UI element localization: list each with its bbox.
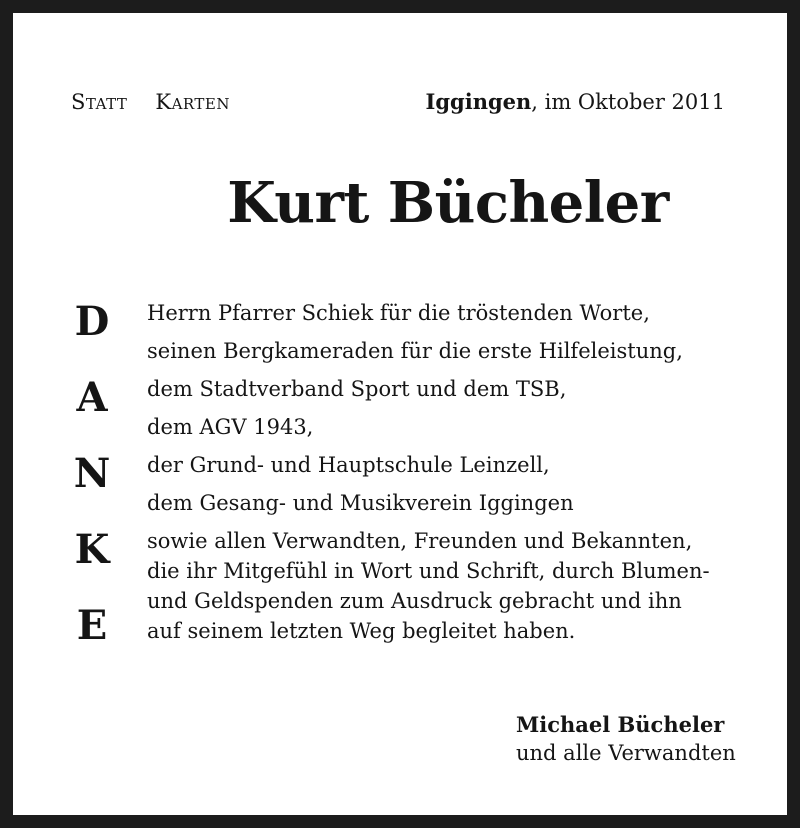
header-word-karten: Karten [155, 90, 231, 114]
danke-letter: K [74, 526, 110, 573]
thanks-text [147, 299, 710, 647]
danke-letter: E [76, 602, 108, 649]
deceased-name: Kurt Bücheler [227, 170, 669, 236]
header-statt-karten [71, 90, 230, 114]
header-place: Iggingen [425, 89, 532, 114]
thanks-line: und Geldspenden zum Ausdruck gebracht und ihn [147, 589, 682, 613]
thanks-line: dem AGV 1943, [147, 415, 314, 439]
thanks-line: die ihr Mitgefühl in Wort und Schrift, durch Blumen- [147, 559, 710, 583]
thanks-line: seinen Bergkameraden für die erste Hilfeleistung, [147, 339, 683, 363]
signature-family: und alle Verwandten [516, 741, 736, 765]
thanks-line: der Grund- und Hauptschule Leinzell, [147, 453, 550, 477]
thanks-line: sowie allen Verwandten, Freunden und Bekannten, [147, 529, 693, 553]
thanks-line: dem Stadtverband Sport und dem TSB, [147, 377, 567, 401]
signature-name: Michael Bücheler [516, 712, 725, 737]
thanks-line: auf seinem letzten Weg begleitet haben. [147, 619, 576, 643]
danke-letter: A [76, 374, 108, 421]
header-place-date [426, 89, 725, 114]
signature-block [516, 711, 736, 767]
danke-letters [69, 299, 115, 679]
thanks-line: Herrn Pfarrer Schiek für die tröstenden Worte, [147, 301, 650, 325]
danke-letter: D [74, 298, 110, 345]
header-date: , im Oktober 2011 [531, 90, 725, 114]
danke-letter: N [73, 450, 111, 497]
thanks-line: dem Gesang- und Musikverein Iggingen [147, 491, 574, 515]
header-word-statt: Statt [71, 90, 128, 114]
